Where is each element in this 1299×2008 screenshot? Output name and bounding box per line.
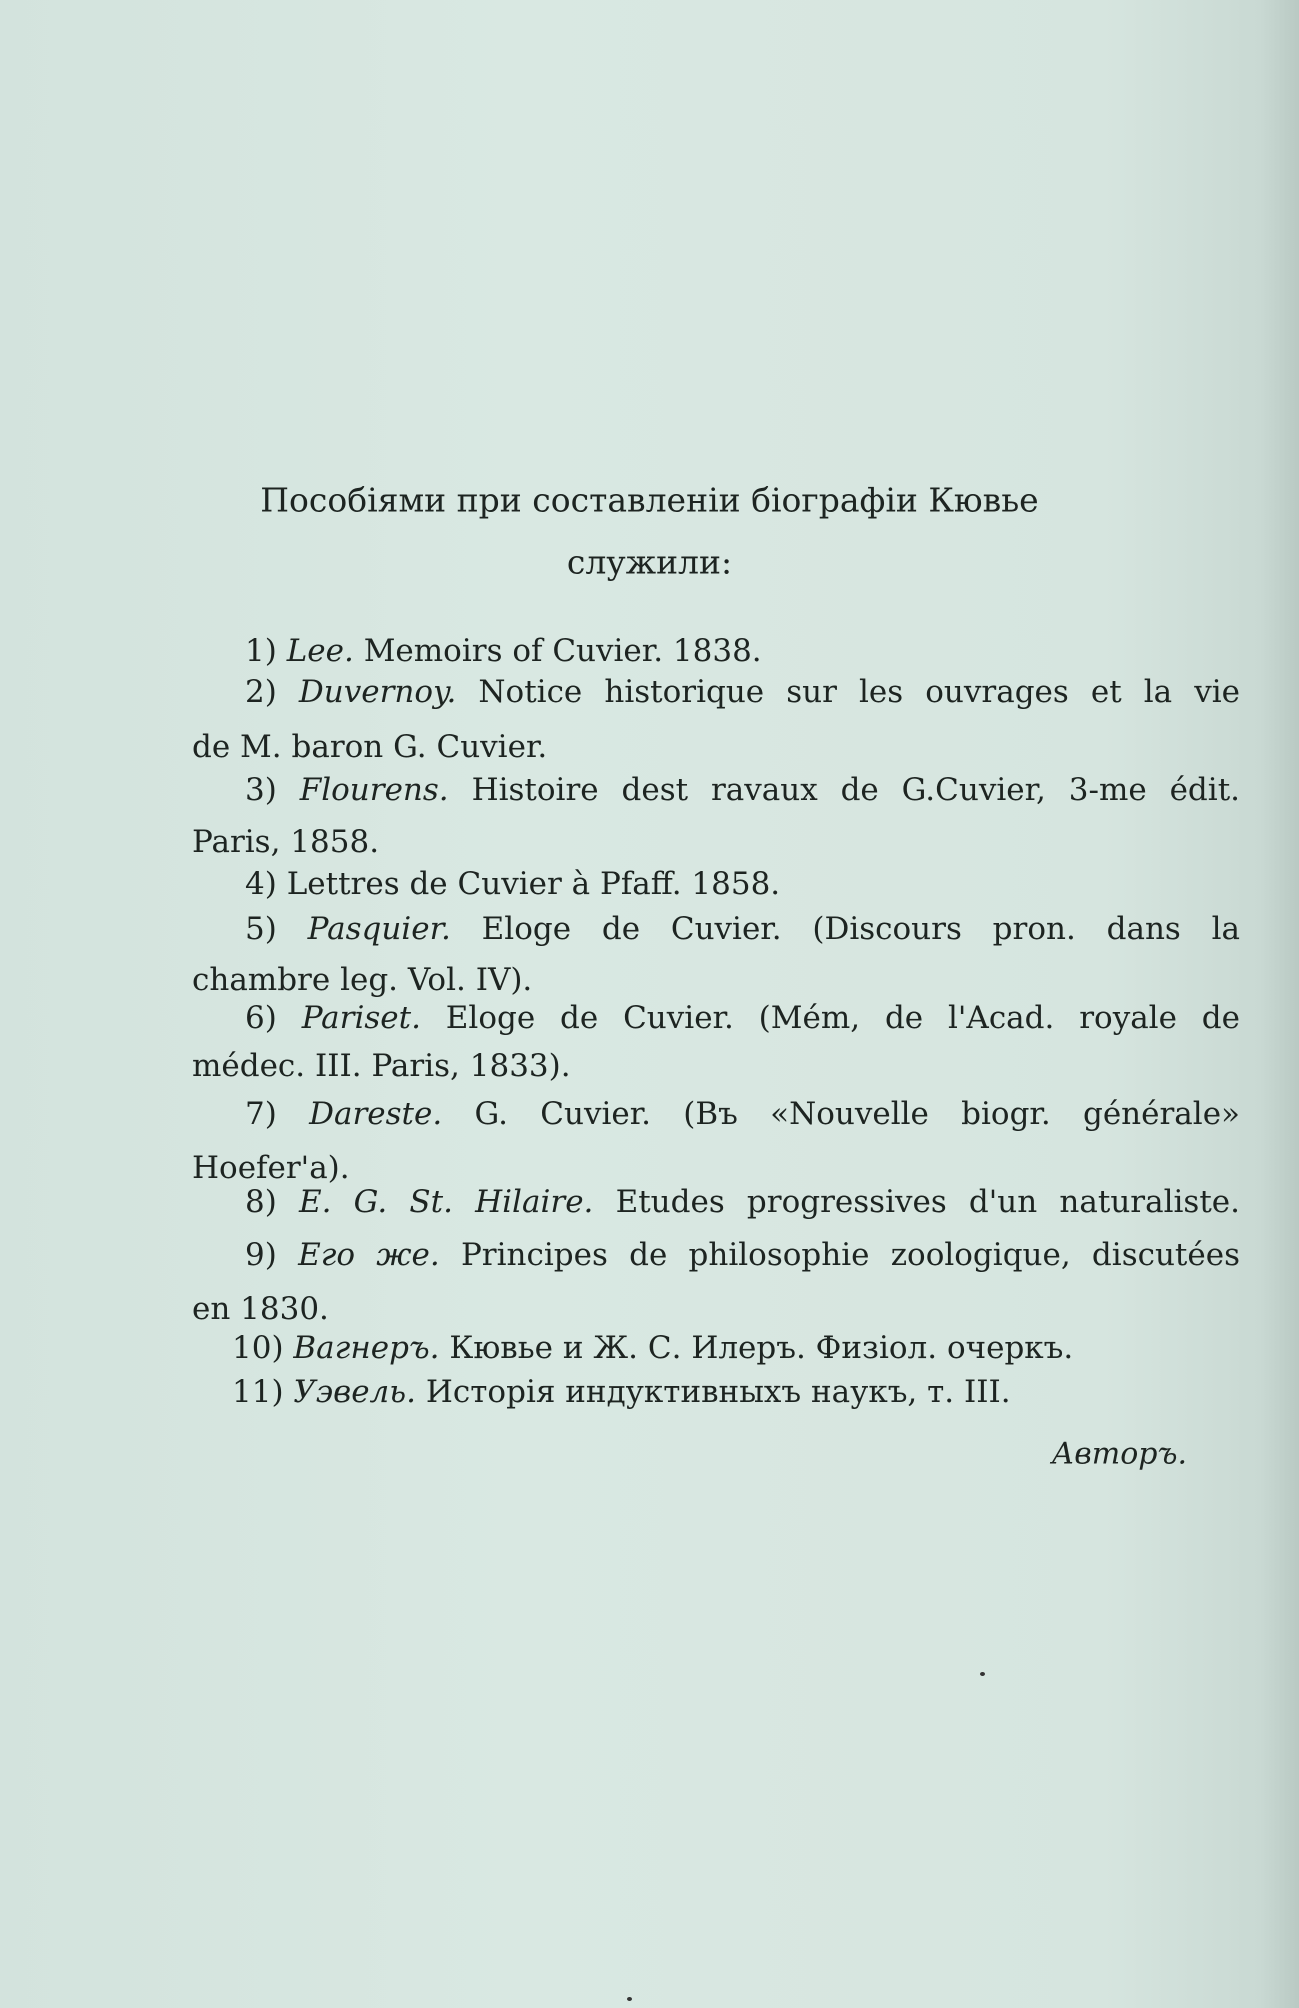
bibliography-item-7-continued: Hoefer'a).: [192, 1150, 350, 1186]
bibliography-item-3: 3) Flourens. Histoire dest ravaux de G.Cuvier, 3-me édit.: [245, 772, 1241, 808]
bibliography-item-11: 11) Уэвель. Исторія индуктивныхъ наукъ, т. III.: [232, 1374, 1011, 1410]
paper-speck: [627, 1997, 632, 2001]
bibliography-item-8: 8) E. G. St. Hilaire. Etudes progressives d'un naturaliste.: [245, 1184, 1240, 1220]
bibliography-item-5-continued: chambre leg. Vol. IV).: [192, 962, 533, 998]
bibliography-item-2: 2) Duvernoy. Notice historique sur les ouvrages et la vie: [245, 674, 1241, 710]
bibliography-item-6: 6) Pariset. Eloge de Cuvier. (Mém, de l'Acad. royale de: [245, 1000, 1240, 1036]
bibliography-item-4: 4) Lettres de Cuvier à Pfaff. 1858.: [245, 866, 781, 902]
bibliography-item-7: 7) Dareste. G. Cuvier. (Въ «Nouvelle biogr. générale»: [245, 1096, 1240, 1132]
bibliography-item-10: 10) Вагнеръ. Кювье и Ж. С. Илеръ. Физіол. очеркъ.: [232, 1330, 1074, 1366]
bibliography-item-9: 9) Его же. Principes de philosophie zoologique, discutées: [245, 1237, 1240, 1273]
heading-line-2: служили:: [566, 542, 733, 582]
bibliography-item-3-continued: Paris, 1858.: [192, 824, 380, 860]
author-signature: Авторъ.: [1051, 1436, 1187, 1472]
bibliography-item-2-continued: de M. baron G. Cuvier.: [192, 729, 548, 765]
heading-line-1: Пособіями при составленіи біографіи Кювье: [260, 480, 1039, 520]
bibliography-item-6-continued: médec. III. Paris, 1833).: [192, 1048, 571, 1084]
bibliography-item-9-continued: en 1830.: [192, 1291, 329, 1327]
paper-speck: [980, 1672, 985, 1676]
bibliography-item-1: 1) Lee. Memoirs of Cuvier. 1838.: [245, 633, 762, 669]
bibliography-item-5: 5) Pasquier. Eloge de Cuvier. (Discours pron. dans la: [245, 911, 1241, 947]
